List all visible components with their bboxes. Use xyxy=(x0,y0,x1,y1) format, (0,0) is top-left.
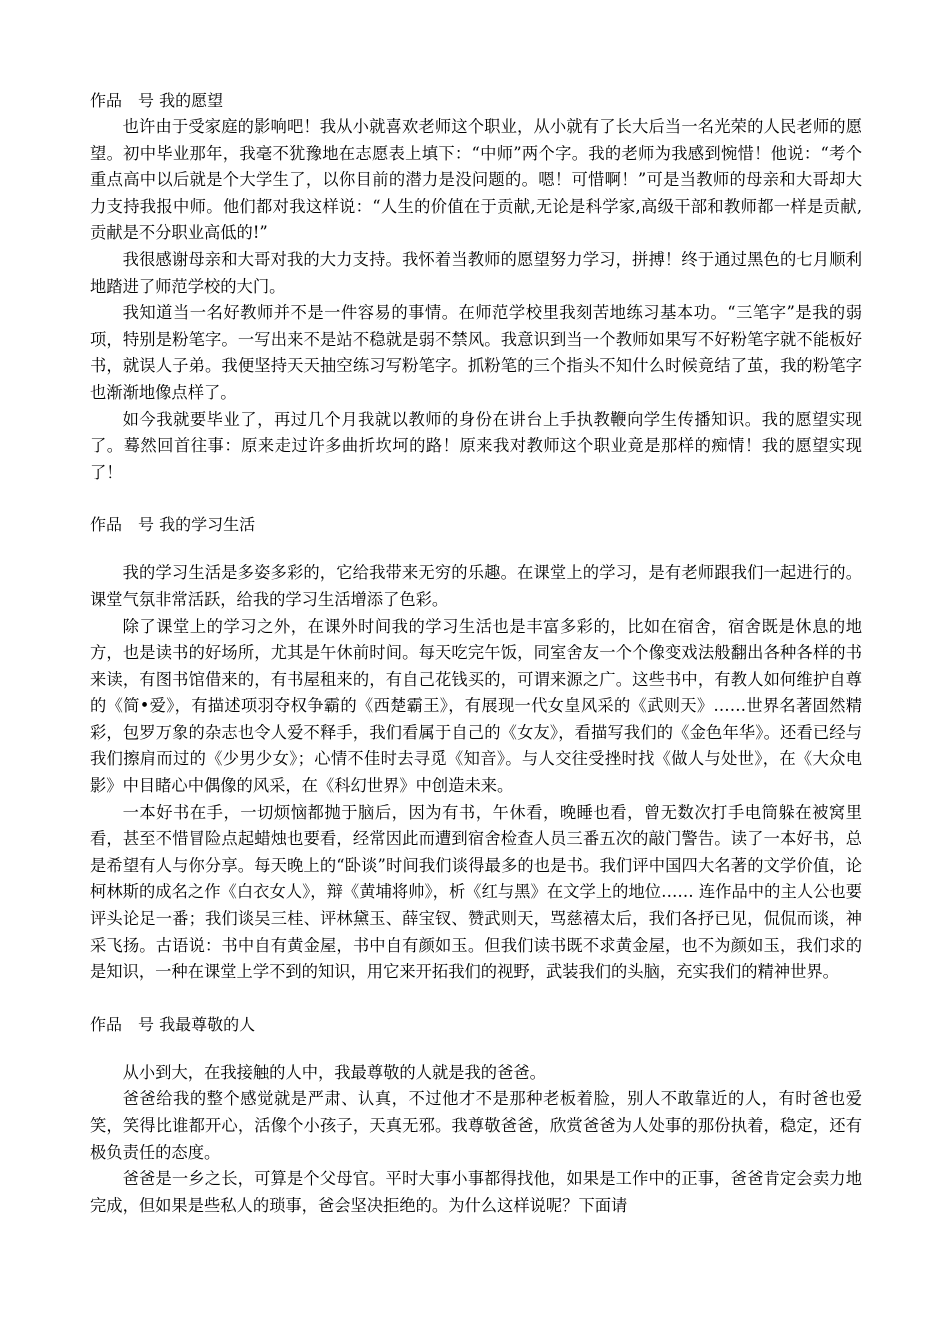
essay-paragraph: 如今我就要毕业了，再过几个月我就以教师的身份在讲台上手执教鞭向学生传播知识。我的愿望实现了。蓦然回首往事：原来走过许多曲折坎坷的路！原来我对教师这个职业竟是那样的痴情！我的愿望实现了！ xyxy=(90,409,862,482)
essay-paragraph: 我很感谢母亲和大哥对我的大力支持。我怀着当教师的愿望努力学习，拼搏！终于通过黑色的七月顺利地踏进了师范学校的大门。 xyxy=(90,249,862,296)
essay-section-respected-person xyxy=(90,1012,862,1220)
section-spacer xyxy=(90,486,862,512)
title-spacer xyxy=(90,1038,862,1060)
essay-paragraph: 我知道当一名好教师并不是一件容易的事情。在师范学校里我刻苦地练习基本功。“三笔字”是我的弱项，特别是粉笔字。一写出来不是站不稳就是弱不禁风。我意识到当一个教师如果写不好粉笔字就不能板好书，就误人子弟。我便坚持天天抽空练习写粉笔字。抓粉笔的三个指头不知什么时候竟结了茧，我的粉笔字也渐渐地像点样了。 xyxy=(90,303,862,402)
essay-paragraph: 我的学习生活是多姿多彩的，它给我带来无穷的乐趣。在课堂上的学习，是有老师跟我们一起进行的。课堂气氛非常活跃，给我的学习生活增添了色彩。 xyxy=(90,563,862,609)
essay-paragraph: 爸爸是一乡之长，可算是个父母官。平时大事小事都得找他，如果是工作中的正事，爸爸肯定会卖力地完成，但如果是些私人的琐事，爸会坚决拒绝的。为什么这样说呢？下面请 xyxy=(90,1169,862,1215)
essay-paragraph: 爸爸给我的整个感觉就是严肃、认真，不过他才不是那种老板着脸，别人不敢靠近的人，有时爸也爱笑，笑得比谁都开心，活像个小孩子，天真无邪。我尊敬爸爸，欣赏爸爸为人处事的那份执着，稳定，还有极负责任的态度。 xyxy=(90,1089,862,1162)
essay-paragraph: 从小到大，在我接触的人中，我最尊敬的人就是我的爸爸。 xyxy=(122,1062,546,1082)
essay-title: 作品 号 我的愿望 xyxy=(90,91,224,110)
essay-paragraph: 除了课堂上的学习之外，在课外时间我的学习生活也是丰富多彩的，比如在宿舍，宿舍既是休息的地方，也是读书的好场所，尤其是午休前时间。每天吃完午饭，同室舍友一个个像变戏法般翻出各种各样的书来读，有图书馆借来的，有书屋租来的，有自己花钱买的，可谓来源之广。这些书中，有教人如何维护自尊的《简•爱》，有描述项羽夺权争霸的《西楚霸王》，有展现一代女皇风采的《武则天》……世界名著固然精彩，包罗万象的杂志也令人爱不释手，我们看属于自己的《女友》，看描写我们的《金色年华》。还看已经与我们擦肩而过的《少男少女》；心情不佳时去寻觅《知音》。与人交往受挫时找《做人与处世》，在《大众电影》中目睹心中偶像的风采，在《科幻世界》中创造未来。 xyxy=(90,616,862,796)
essay-section-study-life xyxy=(90,512,862,986)
essay-section-wish xyxy=(90,88,862,486)
essay-title: 作品 号 我的学习生活 xyxy=(90,515,256,535)
document-page xyxy=(90,88,862,1219)
essay-title: 作品 号 我最尊敬的人 xyxy=(90,1014,256,1034)
title-spacer xyxy=(90,538,862,560)
section-spacer xyxy=(90,986,862,1012)
essay-paragraph: 也许由于受家庭的影响吧！我从小就喜欢老师这个职业，从小就有了长大后当一名光荣的人民老师的愿望。初中毕业那年，我毫不犹豫地在志愿表上填下：“中师”两个字。我的老师为我感到惋惜！他说：“考个重点高中以后就是个大学生了，以你目前的潜力是没问题的。嗯！可惜啊！”可是当教师的母亲和大哥却大力支持我报中师。他们都对我这样说：“人生的价值在于贡献,无论是科学家,高级干部和教师都一样是贡献,贡献是不分职业高低的!” xyxy=(90,117,862,243)
essay-paragraph: 一本好书在手，一切烦恼都抛于脑后，因为有书，午休看，晚睡也看，曾无数次打手电筒躲在被窝里看，甚至不惜冒险点起蜡烛也要看，经常因此而遭到宿舍检查人员三番五次的敲门警告。读了一本好书，总是希望有人与你分享。每天晚上的“卧谈”时间我们谈得最多的也是书。我们评中国四大名著的文学价值，论柯林斯的成名之作《白衣女人》，辩《黄埔将帅》，析《红与黑》在文学上的地位…… 连作品中的主人公也要评头论足一番；我们谈吴三桂、评林黛玉、薛宝钗、赞武则天，骂慈禧太后，我们各抒已见，侃侃而谈，神采飞扬。古语说：书中自有黄金屋，书中自有颜如玉。但我们读书既不求黄金屋，也不为颜如玉，我们求的是知识，一种在课堂上学不到的知识，用它来开拓我们的视野，武装我们的头脑，充实我们的精神世界。 xyxy=(90,802,862,982)
